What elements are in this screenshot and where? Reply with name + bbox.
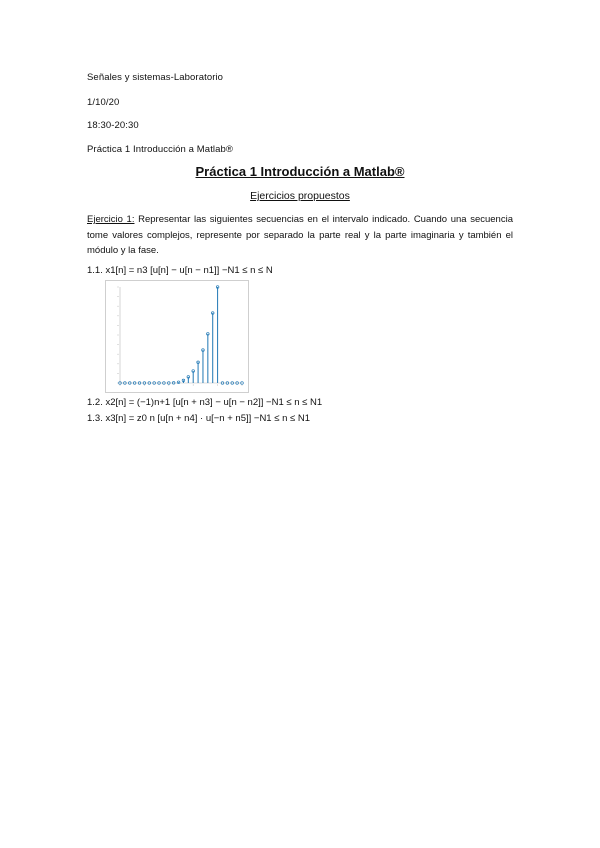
stem-plot [105,280,249,393]
practice-line: Práctica 1 Introducción a Matlab® [87,144,234,155]
stem-plot-svg [106,281,248,392]
course-name: Señales y sistemas-Laboratorio [87,72,224,83]
item-1-3: 1.3. x3[n] = z0 n [u[n + n4] · u[−n + n5]] −N1 ≤ n ≤ N1 [87,413,310,424]
exercise-label: Ejercicio 1: [87,214,135,225]
date: 1/10/20 [87,97,120,108]
exercise-text: Representar las siguientes secuencias en el intervalo indicado. Cuando una secuencia tome valores complejos, represente por separado la parte real y la parte imaginaria y también el módulo y la fase. [87,214,513,256]
time-range: 18:30-20:30 [87,120,139,131]
exercise-paragraph [87,212,513,259]
page-title: Práctica 1 Introducción a Matlab® [195,164,405,179]
section-subtitle: Ejercicios propuestos [250,190,350,202]
item-1-1: 1.1. x1[n] = n3 [u[n] − u[n − n1]] −N1 ≤ n ≤ N [87,265,273,276]
item-1-2: 1.2. x2[n] = (−1)n+1 [u[n + n3] − u[n − n2]] −N1 ≤ n ≤ N1 [87,397,323,408]
